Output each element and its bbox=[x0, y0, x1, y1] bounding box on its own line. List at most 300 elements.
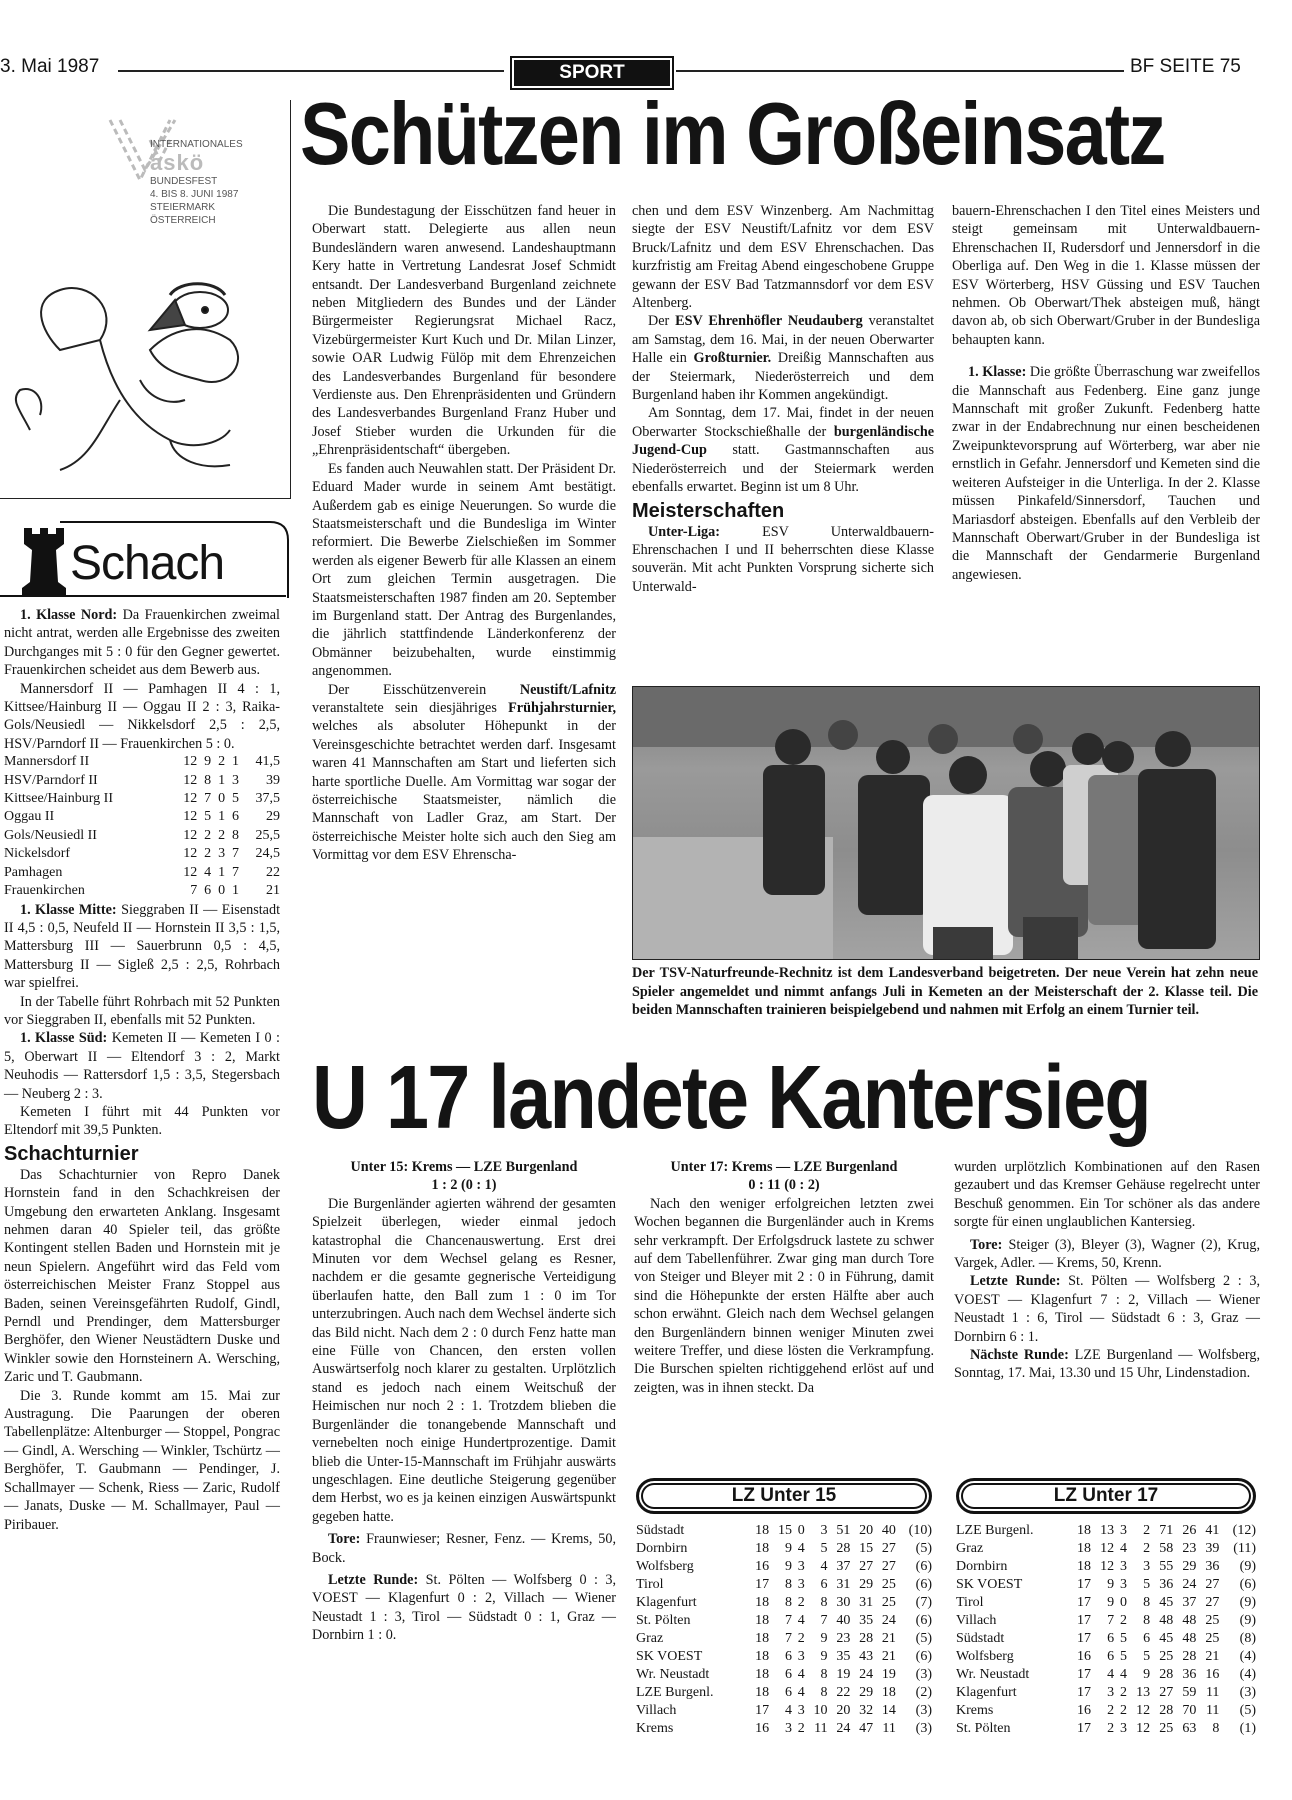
table-cell: 16 bbox=[1076, 1703, 1091, 1718]
table-cell: 4 bbox=[784, 1703, 792, 1718]
table-cell: 25 bbox=[1159, 1649, 1174, 1664]
article1-col3 bbox=[952, 202, 1260, 584]
table-cell: 6 bbox=[204, 883, 212, 899]
table-cell: 45 bbox=[1159, 1595, 1174, 1610]
table-cell: 15 bbox=[859, 1541, 874, 1556]
table-cell: 16 bbox=[1076, 1649, 1091, 1664]
a1-col2-p2c: veranstaltet am Samstag, dem 16. Mai, in der neuen Oberwarter Halle ein bbox=[632, 313, 935, 367]
table-cell: 2 bbox=[218, 754, 226, 770]
table-cell: 29 bbox=[266, 809, 280, 825]
table-cell: 8 bbox=[784, 1577, 792, 1592]
askoe-logo-box bbox=[0, 100, 291, 499]
table-row bbox=[956, 1558, 1256, 1576]
table-cell: 28 bbox=[836, 1541, 851, 1556]
table-cell: 3 bbox=[1120, 1523, 1128, 1538]
table-row bbox=[636, 1612, 932, 1630]
team-name: SK VOEST bbox=[956, 1577, 1023, 1592]
table-cell: 2 bbox=[1143, 1541, 1151, 1556]
table-cell: 29 bbox=[859, 1685, 874, 1700]
table-cell: (5) bbox=[1239, 1703, 1256, 1718]
table-cell: 25 bbox=[1205, 1631, 1220, 1646]
table-cell: 27 bbox=[859, 1559, 874, 1574]
team-name: Graz bbox=[956, 1541, 984, 1556]
table-cell: 5 bbox=[1143, 1577, 1151, 1592]
text-klasse-nord: Da Frauenkirchen zweimal nicht antrat, werden alle Ergebnisse des zweiten Durchganges mit 5 : 0 für den Gegner gewertet. Frauenkirchen scheidet aus dem Bewerb aus. bbox=[4, 607, 281, 679]
team-name: Dornbirn bbox=[956, 1559, 1008, 1574]
table-cell: 17 bbox=[1076, 1577, 1091, 1592]
meisterschaften-title: Meisterschaften bbox=[632, 499, 785, 522]
text-unter-liga: ESV Unterwaldbauern-Ehrenschachen I und II beherrschten diese Klasse souverän. Mit acht Punkten Vorsprung sicherte sich Unterwald- bbox=[632, 523, 934, 595]
u17-match-title: Unter 17: Krems — LZE Burgenland bbox=[670, 1159, 898, 1175]
table-cell: 18 bbox=[755, 1667, 770, 1682]
u15-tore-label: Tore: bbox=[328, 1531, 361, 1548]
logo-line-3: BUNDESFEST bbox=[150, 176, 218, 187]
table-cell: 8 bbox=[1143, 1595, 1151, 1610]
article2-col2 bbox=[634, 1158, 934, 1397]
team-name: Dornbirn bbox=[636, 1541, 688, 1556]
table-row bbox=[4, 882, 280, 900]
table-cell: 5 bbox=[204, 809, 212, 825]
table-cell: 19 bbox=[836, 1667, 851, 1682]
table-cell: (9) bbox=[1239, 1559, 1256, 1574]
table-cell: 3 bbox=[797, 1703, 805, 1718]
table-cell: 40 bbox=[881, 1523, 896, 1538]
table-row bbox=[956, 1630, 1256, 1648]
table-cell: 12 bbox=[183, 846, 198, 862]
table-cell: 32 bbox=[859, 1703, 874, 1718]
table-cell: 29 bbox=[859, 1577, 874, 1592]
table-row bbox=[956, 1648, 1256, 1666]
table-cell: 7 bbox=[231, 846, 239, 862]
logo-line-6: ÖSTERREICH bbox=[150, 215, 216, 226]
table-cell: 36 bbox=[1159, 1577, 1174, 1592]
table-cell: 2 bbox=[797, 1631, 805, 1646]
table-cell: 2 bbox=[797, 1595, 805, 1610]
a1-col2-p3 bbox=[632, 404, 934, 496]
table-cell: 6 bbox=[231, 809, 239, 825]
table-cell: 3 bbox=[1120, 1559, 1128, 1574]
u15-runde-label: Letzte Runde: bbox=[328, 1571, 419, 1588]
table-cell: 7 bbox=[190, 883, 198, 899]
table-cell: 27 bbox=[881, 1559, 896, 1574]
table-cell: 0 bbox=[218, 791, 226, 807]
table-cell: (11) bbox=[1233, 1541, 1256, 1556]
table-cell: 4 bbox=[1120, 1541, 1128, 1556]
table-cell: 43 bbox=[859, 1649, 874, 1664]
table-cell: 10 bbox=[813, 1703, 828, 1718]
a1-col1-p2: Es fanden auch Neuwahlen statt. Der Präsident Dr. Eduard Mader wurde in seinem Amt bestätigt. Außerdem gab es einige Neuerungen. So wurde die Staatsmeisterschaft und die Bundesliga im Winter reformiert. Die Bewerbe Zielschießen im Sommer werden als eigener Bewerb für alle Klassen an einem Ort zum gleichen Termin ausgetragen. Die Staatsmeisterschaften 1987 finden am 20. September im Burgenland statt. Der Antrag des Burgenlandes, die jährlich stattfindende Länderkonferenz der Obmänner beizubehalten, wurde einstimmig angenommen. bbox=[312, 460, 616, 680]
table-cell: 4 bbox=[797, 1667, 805, 1682]
table-cell: 24 bbox=[859, 1667, 874, 1682]
team-photo-illustration bbox=[633, 687, 1259, 959]
table-row bbox=[636, 1558, 932, 1576]
table-u17-body bbox=[956, 1522, 1256, 1738]
table-row bbox=[636, 1666, 932, 1684]
table-cell: 3 bbox=[1120, 1721, 1128, 1736]
a1-col2-p1: chen und dem ESV Winzenberg. Am Nachmittag siegte der ESV Neustift/Lafnitz vor dem ESV Bruck/Lafnitz und dem ESV Ehrenschachen. Das kurzfristig am Freitag Abend eingeschobene Gruppe gewann der ESV Bad Tatzmannsdorf vor dem ESV Altenberg. bbox=[632, 203, 934, 312]
schach-sued bbox=[4, 1029, 280, 1103]
table-cell: 27 bbox=[881, 1541, 896, 1556]
table-cell: 2 bbox=[1120, 1685, 1128, 1700]
table-cell: 17 bbox=[755, 1577, 770, 1592]
table-cell: 8 bbox=[820, 1667, 828, 1682]
table-cell: (2) bbox=[915, 1685, 932, 1700]
u17-runde-label: Letzte Runde: bbox=[970, 1273, 1061, 1290]
article1-col2 bbox=[632, 202, 934, 596]
schachturnier-p2: Die 3. Runde kommt am 15. Mai zur Austragung. Die Paarungen der oberen Tabellenplätze: Altenburger — Stoppel, Pongrac — Gindl, A. Wersching — Winkler, Tschürtz — Berghöfer, T. Gaubmann — Pendinger, J. Schallmayer — Schenk, Riess — Zaric, Rudolf — Janats, Duske — M. Schallmayer, Paul — Piribauer. bbox=[4, 1387, 280, 1533]
table-cell: 9 bbox=[784, 1541, 792, 1556]
table-cell: 8 bbox=[820, 1685, 828, 1700]
a1-col2-p2e: Dreißig Mannschaften aus der Steiermark, Niederösterreich und dem Burgenland haben ihr Kommen angekündigt. bbox=[632, 350, 935, 404]
headline-kantersieg: U 17 landete Kantersieg bbox=[312, 1048, 1150, 1148]
table-cell: 16 bbox=[755, 1559, 770, 1574]
team-name: Südstadt bbox=[636, 1523, 685, 1538]
table-cell: 39 bbox=[1205, 1541, 1220, 1556]
table-cell: 6 bbox=[1143, 1631, 1151, 1646]
a1-col3-p1: bauern-Ehrenschachen I den Titel eines Meisters und steigt gemeinsam mit Unterwaldbauern-Ehrenschachen II, Rudersdorf und Jennersdorf in die Oberliga auf. Den Weg in die 1. Klasse müssen der ESV Wörterberg, HSV Güssing und ESV Tauchen nehmen. Ob Oberwart/Thek absteigen muß, hängt davon ab, ob sich Oberwart/Gruber in der Bundesliga behaupten kann. bbox=[952, 203, 1260, 348]
table-cell: 11 bbox=[1205, 1685, 1220, 1700]
table-cell: 3 bbox=[797, 1559, 805, 1574]
table-cell: 5 bbox=[231, 791, 239, 807]
logo-line-2: askö bbox=[150, 150, 205, 175]
table-row bbox=[956, 1522, 1256, 1540]
table-cell: 1 bbox=[231, 754, 239, 770]
a1-col2-p2a: Der bbox=[648, 313, 670, 330]
table-u17-title: LZ Unter 17 bbox=[956, 1478, 1256, 1514]
u17-match-head bbox=[634, 1158, 934, 1195]
table-cell: 16 bbox=[755, 1721, 770, 1736]
table-row bbox=[956, 1666, 1256, 1684]
table-cell: 21 bbox=[881, 1631, 896, 1646]
table-cell: 3 bbox=[1107, 1685, 1115, 1700]
table-row bbox=[636, 1684, 932, 1702]
table-cell: 8 bbox=[204, 772, 212, 788]
team-photo bbox=[632, 686, 1260, 960]
article2-col3 bbox=[954, 1158, 1260, 1383]
team-name: Frauenkirchen bbox=[4, 883, 85, 899]
table-cell: 26 bbox=[1182, 1523, 1197, 1538]
table-cell: 12 bbox=[183, 864, 198, 880]
table-cell: 41,5 bbox=[255, 754, 280, 770]
team-name: Mannersdorf II bbox=[4, 754, 90, 770]
logo-line-1: INTERNATIONALES bbox=[150, 139, 243, 150]
table-cell: 17 bbox=[1076, 1667, 1091, 1682]
a1-col2-p2d: Großturnier. bbox=[693, 350, 772, 367]
team-name: Nickelsdorf bbox=[4, 846, 71, 862]
table-cell: 29 bbox=[1182, 1559, 1197, 1574]
table-row bbox=[4, 753, 280, 771]
table-cell: 18 bbox=[755, 1685, 770, 1700]
table-cell: 4 bbox=[1120, 1667, 1128, 1682]
schach-sued-standing: Kemeten I führt mit 44 Punkten vor Eltendorf mit 39,5 Punkten. bbox=[4, 1103, 280, 1139]
schach-title: Schach bbox=[70, 537, 225, 590]
photo-caption: Der TSV-Naturfreunde-Rechnitz ist dem Landesverband beigetreten. Der neue Verein hat zehn neue Spieler angemeldet und nimmt anfangs Juli in Kemeten an der Meisterschaft der 2. Klasse teil. Die beiden Mannschaften trainieren beispielgebend und nahmen mit Erfolg an einem Turnier teil. bbox=[632, 965, 1258, 1019]
article1-col1 bbox=[312, 202, 616, 865]
table-cell: 24 bbox=[836, 1721, 851, 1736]
table-cell: 18 bbox=[755, 1613, 770, 1628]
table-row bbox=[636, 1630, 932, 1648]
logo-line-4: 4. BIS 8. JUNI 1987 bbox=[150, 189, 239, 200]
u15-tore-text: Fraunwieser; Resner, Fenz. — Krems, 50, Bock. bbox=[312, 1531, 616, 1566]
u15-match-head bbox=[312, 1158, 616, 1195]
table-cell: 18 bbox=[755, 1523, 770, 1538]
table-cell: 23 bbox=[836, 1631, 851, 1646]
team-name: Wr. Neustadt bbox=[636, 1667, 710, 1682]
table-cell: 3 bbox=[820, 1523, 828, 1538]
logo-text bbox=[150, 138, 243, 227]
u17-next-label: Nächste Runde: bbox=[970, 1347, 1069, 1364]
page-number: BF SEITE 75 bbox=[1130, 56, 1241, 77]
table-cell: (6) bbox=[915, 1613, 932, 1628]
label-klasse-mitte: 1. Klasse Mitte: bbox=[20, 901, 117, 918]
text-klasse-sued: Kemeten II — Kemeten I 0 : 5, Oberwart II — Eltendorf 3 : 2, Markt Neuhodis — Rattersdorf 1,5 : 3,5, Stegersbach — Neuberg 2 : 3. bbox=[4, 1030, 280, 1102]
table-cell: 37,5 bbox=[255, 791, 280, 807]
table-cell: 28 bbox=[1159, 1667, 1174, 1682]
u17-next bbox=[954, 1346, 1260, 1383]
table-cell: 1 bbox=[218, 809, 226, 825]
table-cell: 41 bbox=[1205, 1523, 1220, 1538]
table-cell: 17 bbox=[1076, 1721, 1091, 1736]
table-cell: (6) bbox=[915, 1559, 932, 1574]
a1-col2-p3c: statt. Gastmannschaften aus Niederösterreich und der Steiermark werden ebenfalls erwartet. Beginn ist um 8 Uhr. bbox=[632, 442, 934, 496]
schach-mitte bbox=[4, 901, 280, 993]
schach-nord-results: Mannersdorf II — Pamhagen II 4 : 1, Kittsee/Hainburg II — Oggau II 2 : 3, Raika-Gols/Neusiedl — Nikkelsdorf 2,5 : 2,5, HSV/Parndorf II — Frauenkirchen 5 : 0. bbox=[4, 680, 280, 752]
table-cell: 1 bbox=[231, 883, 239, 899]
table-cell: 55 bbox=[1159, 1559, 1174, 1574]
schach-nord bbox=[4, 606, 280, 680]
table-cell: 11 bbox=[1205, 1703, 1220, 1718]
table-cell: 9 bbox=[1143, 1667, 1151, 1682]
table-cell: 39 bbox=[266, 772, 280, 788]
team-name: Tirol bbox=[636, 1577, 664, 1592]
a1-col2-p2 bbox=[632, 312, 934, 404]
team-name: Krems bbox=[956, 1703, 994, 1718]
table-cell: 9 bbox=[1107, 1595, 1115, 1610]
table-cell: 12 bbox=[183, 772, 198, 788]
u17-runde bbox=[954, 1272, 1260, 1346]
table-cell: 7 bbox=[231, 864, 239, 880]
table-cell: 4 bbox=[797, 1685, 805, 1700]
label-unter-liga: Unter-Liga: bbox=[648, 523, 720, 540]
table-cell: 7 bbox=[784, 1613, 792, 1628]
team-name: Oggau II bbox=[4, 809, 55, 825]
table-cell: 47 bbox=[859, 1721, 874, 1736]
table-cell: 17 bbox=[755, 1703, 770, 1718]
a1-col3-p2 bbox=[952, 363, 1260, 584]
table-cell: 18 bbox=[755, 1595, 770, 1610]
header-rule-right bbox=[676, 70, 1124, 72]
table-cell: 2 bbox=[797, 1721, 805, 1736]
schachturnier-title: Schachturnier bbox=[4, 1142, 139, 1165]
table-cell: 2 bbox=[204, 827, 212, 843]
team-name: Tirol bbox=[956, 1595, 984, 1610]
table-cell: 24,5 bbox=[255, 846, 280, 862]
table-cell: 70 bbox=[1182, 1703, 1197, 1718]
table-cell: 2 bbox=[1120, 1613, 1128, 1628]
table-cell: 9 bbox=[784, 1559, 792, 1574]
table-cell: 18 bbox=[1076, 1523, 1091, 1538]
u17-tore bbox=[954, 1236, 1260, 1273]
table-cell: 7 bbox=[820, 1613, 828, 1628]
table-cell: (3) bbox=[915, 1667, 932, 1682]
table-u15 bbox=[636, 1478, 932, 1738]
table-cell: 18 bbox=[1076, 1559, 1091, 1574]
a1-col2-p3b: burgenländische Jugend-Cup bbox=[632, 423, 935, 459]
table-cell: (6) bbox=[915, 1577, 932, 1592]
table-cell: 4 bbox=[797, 1541, 805, 1556]
header-rule-left bbox=[118, 70, 504, 72]
table-cell: 19 bbox=[881, 1667, 896, 1682]
a1-col1-p3b1: Neustift/Lafnitz bbox=[519, 681, 617, 698]
team-name: LZE Burgenl. bbox=[956, 1523, 1034, 1538]
table-u15-grid bbox=[636, 1522, 932, 1738]
text-klasse-mitte: Sieggraben II — Eisenstadt II 4,5 : 0,5, Neufeld II — Hornstein II 3,5 : 1,5, Mattersburg III — Sauerbrunn 0,5 : 4,5, Mattersburg II — Sigleß 2,5 : 2,5, Rohrbach war spielfrei. bbox=[4, 901, 281, 992]
table-cell: 21 bbox=[881, 1649, 896, 1664]
label-klasse-sued: 1. Klasse Süd: bbox=[20, 1030, 108, 1047]
table-cell: 3 bbox=[1120, 1577, 1128, 1592]
table-cell: (9) bbox=[1239, 1613, 1256, 1628]
table-cell: 18 bbox=[755, 1631, 770, 1646]
table-cell: 4 bbox=[820, 1559, 828, 1574]
table-cell: 45 bbox=[1159, 1631, 1174, 1646]
team-name: Krems bbox=[636, 1721, 674, 1736]
table-cell: 6 bbox=[1107, 1631, 1115, 1646]
table-cell: (10) bbox=[908, 1523, 932, 1538]
table-cell: 58 bbox=[1159, 1541, 1174, 1556]
table-cell: 9 bbox=[1107, 1577, 1115, 1592]
a1-col2-p3a: Am Sonntag, dem 17. Mai, findet in der neuen Oberwarter Stockschießhalle der bbox=[632, 405, 934, 440]
u17-tore-label: Tore: bbox=[970, 1236, 1003, 1253]
table-row bbox=[956, 1540, 1256, 1558]
table-cell: 14 bbox=[881, 1703, 896, 1718]
table-cell: 8 bbox=[1143, 1613, 1151, 1628]
team-name: LZE Burgenl. bbox=[636, 1685, 714, 1700]
team-name: Südstadt bbox=[956, 1631, 1005, 1646]
team-name: Villach bbox=[956, 1613, 997, 1628]
table-cell: 1 bbox=[218, 772, 226, 788]
table-cell: 5 bbox=[1143, 1649, 1151, 1664]
table-cell: 5 bbox=[820, 1541, 828, 1556]
schach-table bbox=[4, 753, 280, 900]
table-cell: 20 bbox=[836, 1703, 851, 1718]
table-cell: 13 bbox=[1100, 1523, 1115, 1538]
label-klasse-nord: 1. Klasse Nord: bbox=[20, 607, 118, 623]
u17-runde-text: St. Pölten — Wolfsberg 2 : 3, VOEST — Klagenfurt 7 : 2, Villach — Wiener Neustadt 1 : 6, Tirol — Südstadt 6 : 3, Graz — Dornbirn 6 : 1. bbox=[954, 1273, 1261, 1345]
a1-col1-p3d: welches als absoluter Höhepunkt in der Vereinsgeschichte betrachtet werden darf. Insgesamt waren 41 Mannschaften am Start und lieferten sich harte sportliche Duelle. Am Vormittag war sogar der österreichische Staatsmeister, nämlich die Mannschaft von Ladler Graz, am Start. Der österreichische Meister holte sich auch den Sieg am Vormittag vor dem ESV Ehrenscha- bbox=[312, 718, 616, 864]
u15-runde-text: St. Pölten — Wolfsberg 0 : 3, VOEST — Klagenfurt 0 : 2, Villach — Wiener Neustadt 1 : 3, Tirol — Südstadt 0 : 1, Graz — Dornbirn 1 : 0. bbox=[312, 1571, 617, 1644]
table-cell: (3) bbox=[1239, 1685, 1256, 1700]
table-cell: 24 bbox=[1182, 1577, 1197, 1592]
team-name: Pamhagen bbox=[4, 864, 63, 880]
table-cell: 27 bbox=[1205, 1595, 1220, 1610]
table-cell: 25 bbox=[881, 1595, 896, 1610]
table-cell: 1 bbox=[218, 864, 226, 880]
table-cell: 3 bbox=[797, 1649, 805, 1664]
table-cell: 3 bbox=[784, 1721, 792, 1736]
team-name: Graz bbox=[636, 1631, 664, 1646]
table-cell: 35 bbox=[859, 1613, 874, 1628]
table-cell: 12 bbox=[183, 791, 198, 807]
table-row bbox=[956, 1612, 1256, 1630]
table-cell: 3 bbox=[797, 1577, 805, 1592]
table-cell: (5) bbox=[915, 1631, 932, 1646]
table-cell: 23 bbox=[1182, 1541, 1197, 1556]
table-cell: (3) bbox=[915, 1721, 932, 1736]
a1-col1-p3a: Der Eisschützenverein bbox=[328, 681, 487, 698]
table-cell: 12 bbox=[1100, 1541, 1115, 1556]
table-cell: 9 bbox=[820, 1649, 828, 1664]
team-name: HSV/Parndorf II bbox=[4, 772, 98, 788]
table-cell: 36 bbox=[1205, 1559, 1220, 1574]
table-row bbox=[636, 1540, 932, 1558]
table-cell: 8 bbox=[231, 827, 239, 843]
table-cell: 30 bbox=[836, 1595, 851, 1610]
table-cell: (8) bbox=[1239, 1631, 1256, 1646]
table-cell: (6) bbox=[915, 1649, 932, 1664]
table-row bbox=[956, 1702, 1256, 1720]
a1-col1-p3b2: Frühjahrsturnier, bbox=[508, 699, 616, 716]
schach-heading bbox=[0, 518, 290, 604]
table-cell: 3 bbox=[1143, 1559, 1151, 1574]
table-cell: 5 bbox=[1120, 1631, 1128, 1646]
mascot-illustration bbox=[0, 100, 290, 498]
team-name: Klagenfurt bbox=[636, 1595, 697, 1610]
table-cell: 2 bbox=[1143, 1523, 1151, 1538]
table-cell: 0 bbox=[218, 883, 226, 899]
table-row bbox=[956, 1720, 1256, 1738]
table-cell: 40 bbox=[836, 1613, 851, 1628]
table-cell: 2 bbox=[1107, 1703, 1115, 1718]
table-cell: 6 bbox=[784, 1649, 792, 1664]
table-cell: 31 bbox=[859, 1595, 874, 1610]
table-row bbox=[636, 1720, 932, 1738]
a1-col1-p3 bbox=[312, 681, 616, 865]
table-cell: 13 bbox=[1136, 1685, 1151, 1700]
team-name: St. Pölten bbox=[956, 1721, 1011, 1736]
table-cell: 6 bbox=[784, 1685, 792, 1700]
table-cell: (6) bbox=[1239, 1577, 1256, 1592]
table-row bbox=[4, 864, 280, 882]
headline-schuetzen: Schützen im Großeinsatz bbox=[300, 84, 1165, 183]
table-cell: 71 bbox=[1159, 1523, 1174, 1538]
table-cell: 0 bbox=[1120, 1595, 1128, 1610]
page-date: 3. Mai 1987 bbox=[0, 56, 100, 77]
u15-match-score: 1 : 2 (0 : 1) bbox=[431, 1177, 497, 1194]
table-cell: 28 bbox=[1159, 1703, 1174, 1718]
table-cell: (5) bbox=[915, 1541, 932, 1556]
table-row bbox=[956, 1594, 1256, 1612]
team-name: Gols/Neusiedl II bbox=[4, 827, 97, 843]
table-cell: 17 bbox=[1076, 1595, 1091, 1610]
table-row bbox=[956, 1576, 1256, 1594]
team-name: Klagenfurt bbox=[956, 1685, 1017, 1700]
table-cell: 2 bbox=[218, 827, 226, 843]
u17-tore-text: Steiger (3), Bleyer (3), Wagner (2), Krug, Vargek, Adler. — Krems, 50, Krenn. bbox=[954, 1236, 1260, 1272]
table-cell: 18 bbox=[1076, 1541, 1091, 1556]
team-name: Wolfsberg bbox=[636, 1559, 694, 1574]
table-row bbox=[4, 845, 280, 863]
table-cell: 15 bbox=[777, 1523, 792, 1538]
table-cell: 12 bbox=[1100, 1559, 1115, 1574]
schach-table-body bbox=[4, 753, 280, 900]
table-cell: 17 bbox=[1076, 1631, 1091, 1646]
table-cell: 3 bbox=[231, 772, 239, 788]
table-cell: 2 bbox=[1120, 1703, 1128, 1718]
table-cell: 6 bbox=[784, 1667, 792, 1682]
table-cell: 2 bbox=[1107, 1721, 1115, 1736]
schachturnier-p1: Das Schachturnier von Repro Danek Hornstein fand in den Schachkreisen der Umgebung den erwarteten Anklang. Insgesamt nehmen daran 40 Spieler teil, das größte Kontingent stellen Baden und Hornstein mit je neun Spielern. Angeführt wird das Feld vom österreichischen Meister Franz Stoppel aus Baden, seinen Vereinsgefährten Rudolf, Gindl, Perndl und Prendinger, dem Mattersburger Berghöfer, den Wiener Neustädtern Duske und Winkler sowie den Hornsteinern A. Wersching, Zaric und T. Gaubmann. bbox=[4, 1166, 280, 1386]
logo-line-5: STEIERMARK bbox=[150, 202, 216, 213]
